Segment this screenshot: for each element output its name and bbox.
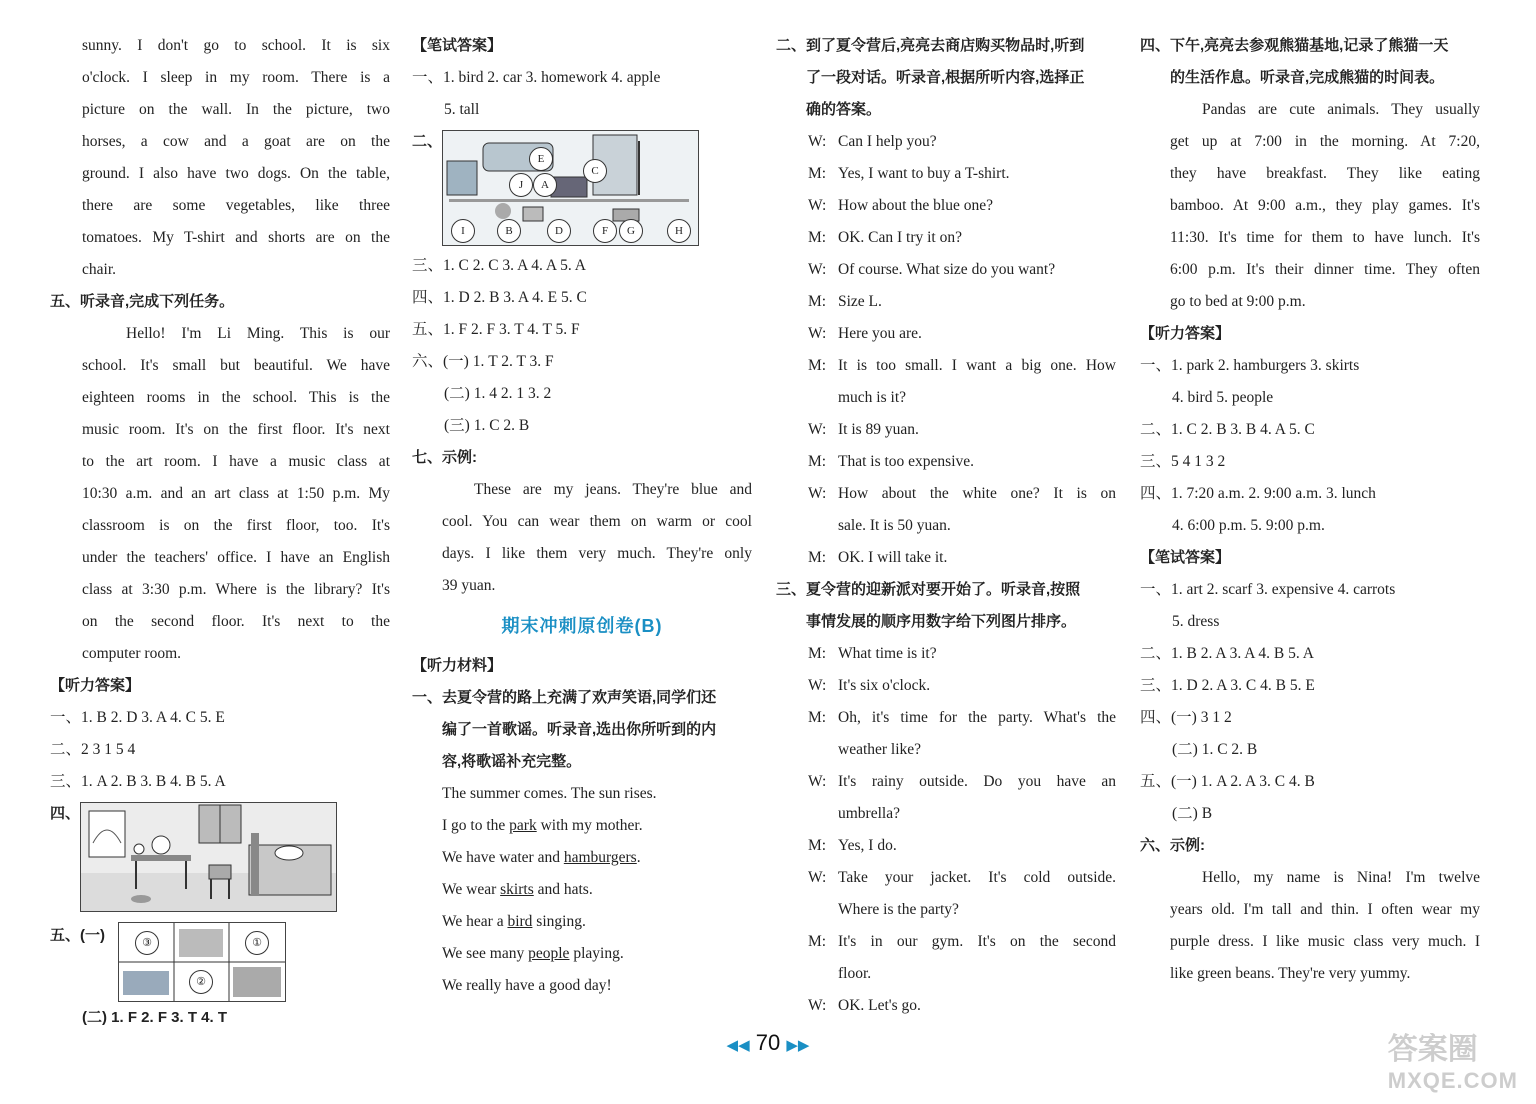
speech-text: Yes, I do. — [838, 837, 897, 854]
speaker-label — [776, 894, 838, 926]
listening-answer-four-cont: 4. 6:00 p.m. 5. 9:00 p.m. — [1172, 517, 1325, 534]
speech-text: It's in our gym. It's on the second — [838, 933, 1116, 950]
speaker-label: W: — [808, 325, 827, 342]
dialogue-two — [776, 126, 1116, 574]
passage-line: Pandas are cute animals. They usually — [1202, 101, 1480, 118]
essay-line: cool. You can wear them on warm or cool — [442, 513, 752, 530]
speaker-label — [776, 510, 838, 542]
dialogue-line — [776, 446, 1116, 478]
speaker-label: M: — [808, 549, 827, 566]
speaker-label: W: — [808, 869, 827, 886]
essay-line: like green beans. They're very yummy. — [1170, 965, 1411, 982]
song-line — [412, 810, 752, 842]
essay-line: 39 yuan. — [442, 577, 496, 594]
dialogue-line — [776, 190, 1116, 222]
speaker-label: M: — [808, 837, 827, 854]
listening-answer-four: 四、1. 7:20 a.m. 2. 9:00 a.m. 3. lunch — [1140, 485, 1376, 502]
written-answer-three-b: 三、1. D 2. A 3. C 4. B 5. E — [1140, 677, 1315, 694]
passage-line: sunny. I don't go to school. It is six — [82, 37, 390, 54]
song-answer-word: people — [528, 945, 570, 962]
circled-letter: I — [451, 219, 475, 243]
dialogue-line — [776, 254, 1116, 286]
dialogue-line — [776, 894, 1116, 926]
speaker-label: W: — [808, 197, 827, 214]
passage-line: get up at 7:00 in the morning. At 7:20, — [1170, 133, 1480, 150]
speaker-label: W: — [808, 133, 827, 150]
dialogue-line — [776, 798, 1116, 830]
column-1 — [50, 30, 390, 1034]
passage-line: o'clock. I sleep in my room. There is a — [82, 69, 390, 86]
answer-line: 一、1. B 2. D 3. A 4. C 5. E — [50, 709, 225, 726]
watermark-line-2: MXQE.COM — [1387, 1068, 1518, 1093]
dialogue-line — [776, 862, 1116, 894]
song-text: singing. — [532, 913, 586, 930]
question-line: 事情发展的顺序用数字给下列图片排序。 — [806, 613, 1077, 630]
speaker-label: W: — [808, 261, 827, 278]
dialogue-three — [776, 638, 1116, 1022]
answer-four-label: 四、 — [50, 805, 81, 822]
watermark-line-1: 答案圈 — [1387, 1033, 1478, 1066]
dialogue-line — [776, 734, 1116, 766]
speech-text: weather like? — [838, 741, 922, 758]
passage-line: 11:30. It's time for them to have lunch. It's — [1170, 229, 1480, 246]
passage-line: picture on the wall. In the picture, two — [82, 101, 390, 118]
essay-line: days. I like them very much. They're only — [442, 545, 752, 562]
song-answer-word: skirts — [500, 881, 534, 898]
speaker-label — [776, 382, 838, 414]
passage-line: Hello! I'm Li Ming. This is our — [126, 325, 390, 342]
dialogue-line — [776, 478, 1116, 510]
written-answer-one-b: 一、1. art 2. scarf 3. expensive 4. carrots — [1140, 581, 1396, 598]
passage-line: tomatoes. My T-shirt and shorts are on the — [82, 229, 390, 246]
written-answer-five-b: 五、(一) 1. A 2. A 3. C 4. B — [1140, 773, 1315, 790]
question-two — [776, 30, 1116, 126]
dialogue-line — [776, 990, 1116, 1022]
question-line: 了一段对话。听录音,根据所听内容,选择正 — [806, 69, 1085, 86]
dialogue-line — [776, 286, 1116, 318]
speaker-label: W: — [808, 421, 827, 438]
written-answers-title-b: 【笔试答案】 — [1140, 549, 1231, 566]
speech-text: Of course. What size do you want? — [838, 261, 1056, 278]
song-text: I go to the — [442, 817, 510, 834]
circled-letter: H — [667, 219, 691, 243]
speech-text: Take your jacket. It's cold outside. — [838, 869, 1116, 886]
passage-line: eighteen rooms in the school. This is the — [82, 389, 390, 406]
column-3 — [776, 30, 1116, 1022]
speech-text: It is 89 yuan. — [838, 421, 919, 438]
speech-text: OK. Let's go. — [838, 997, 921, 1014]
bedroom-illustration — [81, 803, 336, 911]
speaker-label: M: — [808, 453, 827, 470]
circled-number: ③ — [135, 931, 159, 955]
song-answer-word: bird — [507, 913, 533, 930]
written-answer-two-row — [412, 126, 752, 250]
passage-line: there are some vegetables, like three — [82, 197, 390, 214]
speech-text: Can I help you? — [838, 133, 937, 150]
song-text: We wear — [442, 881, 501, 898]
answer-five-b: (二) 1. F 2. F 3. T 4. T — [82, 1009, 228, 1026]
question-three — [776, 574, 1116, 638]
circled-letter: C — [583, 159, 607, 183]
question-line: 编了一首歌谣。听录音,选出你所听到的内 — [442, 721, 717, 738]
bedroom-picture — [80, 802, 337, 912]
written-answer-four-b-cont: (二) 1. C 2. B — [1172, 741, 1258, 758]
panda-passage — [1140, 94, 1480, 318]
question-line: 一、去夏令营的路上充满了欢声笑语,同学们还 — [412, 689, 717, 706]
circled-letter: G — [619, 219, 643, 243]
dialogue-line — [776, 670, 1116, 702]
speech-text: umbrella? — [838, 805, 900, 822]
speech-text: Here you are. — [838, 325, 922, 342]
passage-line: they have breakfast. They like eating — [1170, 165, 1480, 182]
written-answer-five-b-cont: (二) B — [1172, 805, 1213, 822]
passage-line: classroom is on the first floor, too. It's — [82, 517, 390, 534]
listening-answers — [50, 702, 390, 798]
passage-line: to the art room. I have a music class at — [82, 453, 390, 470]
listening-answers-title-b: 【听力答案】 — [1140, 325, 1231, 342]
speaker-label — [776, 734, 838, 766]
speech-text: much is it? — [838, 389, 907, 406]
answer-four-row — [50, 798, 390, 916]
dialogue-line — [776, 414, 1116, 446]
speech-text: Oh, it's time for the party. What's the — [838, 709, 1116, 726]
answer-line: 六、(一) 1. T 2. T 3. F — [412, 353, 554, 370]
dialogue-line — [776, 958, 1116, 990]
written-answer-two-label: 二、 — [412, 133, 443, 150]
living-room-picture — [442, 130, 699, 246]
dialogue-line — [776, 158, 1116, 190]
speaker-label: M: — [808, 229, 827, 246]
song-text: with my mother. — [536, 817, 643, 834]
speaker-label: W: — [808, 677, 827, 694]
passage-line: under the teachers' office. I have an English — [82, 549, 390, 566]
song-text: We have water and — [442, 849, 564, 866]
passage-line: class at 3:30 p.m. Where is the library? It's — [82, 581, 390, 598]
dialogue-line — [776, 542, 1116, 574]
passage-line: bamboo. At 9:00 a.m., they play games. It's — [1170, 197, 1480, 214]
listening-answer-one-cont: 4. bird 5. people — [1172, 389, 1274, 406]
answer-line: 三、1. C 2. C 3. A 4. A 5. A — [412, 257, 586, 274]
answer-line: 五、1. F 2. F 3. T 4. T 5. F — [412, 321, 580, 338]
passage-line: school. It's small but beautiful. We have — [82, 357, 390, 374]
question-line: 二、到了夏令营后,亮亮去商店购买物品时,听到 — [776, 37, 1085, 54]
song-text: playing. — [569, 945, 624, 962]
circled-letter: D — [547, 219, 571, 243]
question-line: 三、夏令营的迎新派对要开始了。听录音,按照 — [776, 581, 1081, 598]
song-text: We see many — [442, 945, 529, 962]
sample-essay — [412, 474, 752, 602]
passage-four — [50, 30, 390, 286]
speech-text: sale. It is 50 yuan. — [838, 517, 951, 534]
speech-text: OK. Can I try it on? — [838, 229, 962, 246]
question-line: 容,将歌谣补充完整。 — [442, 753, 582, 770]
song-line — [412, 874, 752, 906]
speech-text: That is too expensive. — [838, 453, 975, 470]
dialogue-line — [776, 702, 1116, 734]
dialogue-line — [776, 350, 1116, 382]
speaker-label — [776, 958, 838, 990]
dialogue-line — [776, 382, 1116, 414]
question-line: 确的答案。 — [806, 101, 882, 118]
answer-line: 三、1. A 2. B 3. B 4. B 5. A — [50, 773, 226, 790]
passage-line: computer room. — [82, 645, 182, 662]
section-five-title: 五、听录音,完成下列任务。 — [50, 293, 235, 310]
speech-text: Yes, I want to buy a T-shirt. — [838, 165, 1010, 182]
passage-five — [50, 318, 390, 670]
song-text: and hats. — [533, 881, 593, 898]
dialogue-line — [776, 126, 1116, 158]
circled-letter: B — [497, 219, 521, 243]
column-2 — [412, 30, 752, 1002]
question-one — [412, 682, 752, 778]
ordering-picture-grid — [118, 922, 286, 1002]
written-answer-six-b: (二) 1. 4 2. 1 3. 2 — [444, 385, 552, 402]
written-answer-two-b: 二、1. B 2. A 3. A 4. B 5. A — [1140, 645, 1314, 662]
circled-number: ① — [245, 931, 269, 955]
song-line — [412, 842, 752, 874]
circled-number: ② — [189, 970, 213, 994]
page-footer — [0, 1030, 1536, 1056]
passage-line: on the second floor. It's next to the — [82, 613, 390, 630]
circled-letter: J — [509, 173, 533, 197]
written-answer-four-b: 四、(一) 3 1 2 — [1140, 709, 1232, 726]
watermark-logo — [1388, 1024, 1518, 1094]
song-lyrics — [412, 778, 752, 1002]
column-4 — [1140, 30, 1480, 990]
song-answer-word: hamburgers — [563, 849, 637, 866]
dialogue-line — [776, 766, 1116, 798]
answer-line: 二、2 3 1 5 4 — [50, 741, 136, 758]
speech-text: Where is the party? — [838, 901, 959, 918]
page-number: 70 — [755, 1030, 781, 1055]
speech-text: How about the blue one? — [838, 197, 993, 214]
speaker-label: W: — [808, 997, 827, 1014]
written-answer-one: 一、1. bird 2. car 3. homework 4. apple — [412, 69, 661, 86]
question-line: 四、下午,亮亮去参观熊猫基地,记录了熊猫一天 — [1140, 37, 1449, 54]
song-line — [412, 970, 752, 1002]
question-four — [1140, 30, 1480, 94]
written-answer-one-cont: 5. tall — [444, 101, 480, 118]
essay-line: purple dress. I like music class very much. I — [1170, 933, 1480, 950]
written-answer-one-b-cont: 5. dress — [1172, 613, 1220, 630]
speaker-label: M: — [808, 709, 827, 726]
listening-answer-two: 二、1. C 2. B 3. B 4. A 5. C — [1140, 421, 1315, 438]
listening-answer-three: 三、5 4 1 3 2 — [1140, 453, 1226, 470]
listening-answers-title: 【听力答案】 — [50, 677, 141, 694]
answer-line: 四、1. D 2. B 3. A 4. E 5. C — [412, 289, 587, 306]
speaker-label — [776, 798, 838, 830]
passage-line: ground. I also have two dogs. On the table, — [82, 165, 390, 182]
paper-title: 期末冲刺原创卷(B) — [501, 616, 663, 636]
dialogue-line — [776, 638, 1116, 670]
speech-text: OK. I will take it. — [838, 549, 948, 566]
speech-text: It's six o'clock. — [838, 677, 931, 694]
listening-answer-one: 一、1. park 2. hamburgers 3. skirts — [1140, 357, 1360, 374]
song-line — [412, 906, 752, 938]
essay-line: Hello, my name is Nina! I'm twelve — [1202, 869, 1480, 886]
written-answer-six-b-title: 六、示例: — [1140, 837, 1205, 854]
circled-letter: E — [529, 147, 553, 171]
passage-line: horses, a cow and a goat are on the — [82, 133, 390, 150]
listening-material-title: 【听力材料】 — [412, 657, 503, 674]
written-answers-title: 【笔试答案】 — [412, 37, 503, 54]
speech-text: How about the white one? It is on — [838, 485, 1116, 502]
speaker-label: W: — [808, 485, 827, 502]
answer-five-row — [50, 916, 390, 1002]
essay-line: years old. I'm tall and thin. I often wear my — [1170, 901, 1480, 918]
speech-text: It's rainy outside. Do you have an — [838, 773, 1116, 790]
passage-line: music room. It's on the first floor. It's next — [82, 421, 390, 438]
essay-line: These are my jeans. They're blue and — [474, 481, 752, 498]
sample-essay-b — [1140, 862, 1480, 990]
song-text: . — [636, 849, 641, 866]
next-arrows-icon: ▶▶ — [786, 1037, 810, 1054]
dialogue-line — [776, 222, 1116, 254]
dialogue-line — [776, 926, 1116, 958]
written-answer-six-c: (三) 1. C 2. B — [444, 417, 530, 434]
speaker-label: M: — [808, 933, 827, 950]
circled-letter: F — [593, 219, 617, 243]
speaker-label: M: — [808, 293, 827, 310]
passage-line: chair. — [82, 261, 116, 278]
speech-text: It is too small. I want a big one. How — [838, 357, 1116, 374]
dialogue-line — [776, 318, 1116, 350]
song-text: We hear a — [442, 913, 508, 930]
speaker-label: M: — [808, 645, 827, 662]
circled-letter: A — [533, 173, 557, 197]
speaker-label: M: — [808, 165, 827, 182]
speech-text: floor. — [838, 965, 872, 982]
speaker-label: M: — [808, 357, 827, 374]
passage-line: go to bed at 9:00 p.m. — [1170, 293, 1306, 310]
song-text: The summer comes. The sun rises. — [442, 785, 657, 802]
prev-arrows-icon: ◀◀ — [726, 1037, 750, 1054]
passage-line: 6:00 p.m. It's their dinner time. They often — [1170, 261, 1480, 278]
speech-text: Size L. — [838, 293, 882, 310]
speech-text: What time is it? — [838, 645, 937, 662]
speaker-label: W: — [808, 773, 827, 790]
song-answer-word: park — [509, 817, 537, 834]
song-line — [412, 938, 752, 970]
song-text: We really have a good day! — [442, 977, 612, 994]
question-line: 的生活作息。听录音,完成熊猫的时间表。 — [1170, 69, 1445, 86]
written-answer-seven: 七、示例: — [412, 449, 477, 466]
dialogue-line — [776, 830, 1116, 862]
written-answers-list — [412, 250, 752, 378]
passage-line: 10:30 a.m. and an art class at 1:50 p.m. My — [82, 485, 390, 502]
dialogue-line — [776, 510, 1116, 542]
answer-five-label: 五、(一) — [50, 927, 105, 944]
song-line — [412, 778, 752, 810]
